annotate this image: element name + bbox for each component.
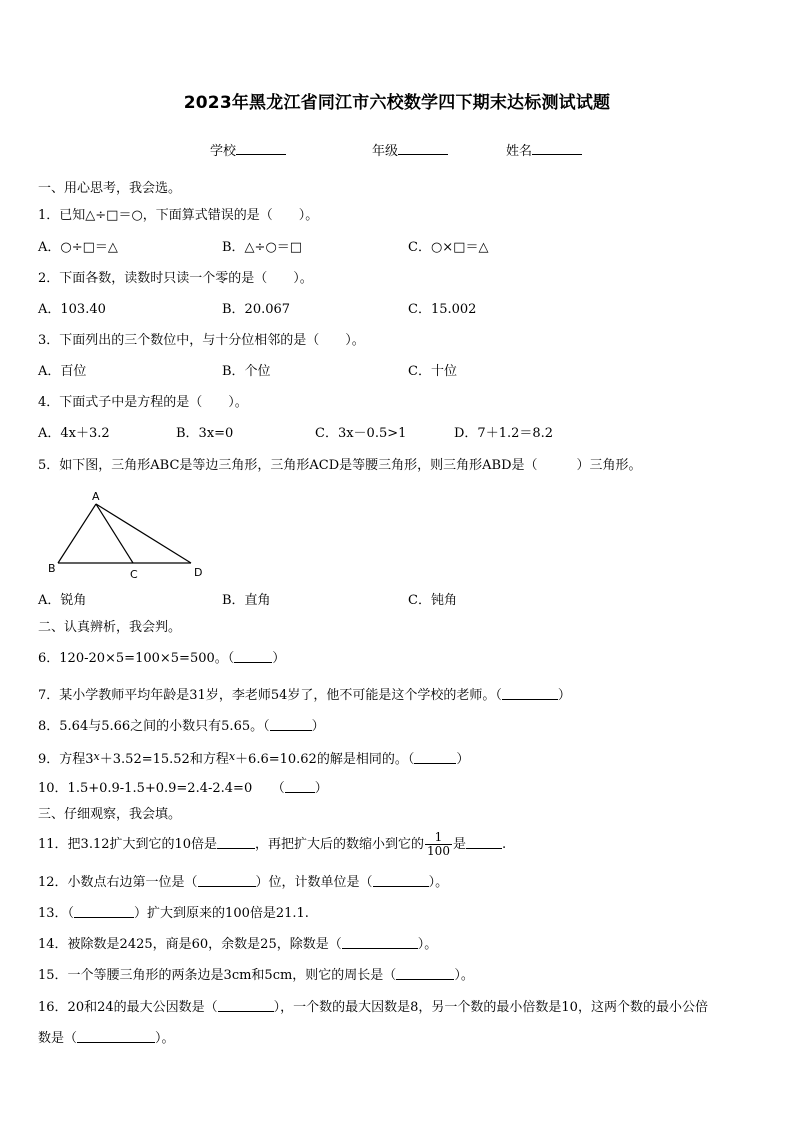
- q11-answer-blank-2[interactable]: [466, 835, 502, 849]
- vertex-label-a: A: [92, 490, 100, 503]
- vertex-label-b: B: [48, 562, 56, 575]
- section-heading-1: 一、用心思考，我会选。: [38, 181, 182, 196]
- question-16-line-2: 数是（ ）。: [38, 1031, 175, 1046]
- question-12: 12．小数点右边第一位是（ ）位，计数单位是（ ）。: [38, 875, 449, 890]
- exam-title: 2023年黑龙江省同江市六校数学四下期末达标测试试题: [183, 93, 611, 113]
- q1-option-c[interactable]: C．○×□＝△: [408, 240, 489, 255]
- q13-answer-blank[interactable]: [74, 904, 134, 918]
- school-field[interactable]: 学校: [210, 140, 286, 159]
- name-field[interactable]: 姓名: [506, 140, 582, 159]
- q1-option-a[interactable]: A．○÷□＝△: [38, 240, 118, 255]
- q1-option-b[interactable]: B．△÷○＝□: [222, 240, 303, 255]
- q12-answer-blank-1[interactable]: [198, 873, 256, 887]
- segment-ac: [96, 504, 133, 563]
- q4-option-d[interactable]: D．7＋1.2＝8.2: [454, 426, 554, 441]
- question-1: 1．已知△÷□＝○，下面算式错误的是（ ）。: [38, 208, 319, 223]
- fraction-one-hundredth: $\frac{1}{100}$: [427, 830, 450, 858]
- q15-answer-blank[interactable]: [396, 966, 454, 980]
- section-heading-2: 二、认真辨析，我会判。: [38, 620, 182, 635]
- q14-answer-blank[interactable]: [342, 935, 418, 949]
- question-16-line-1: 16．20和24的最大公因数是（ ），一个数的最大因数是8，另一个数的最小倍数是10，这两个数的最小公倍: [38, 1000, 708, 1015]
- q4-option-a[interactable]: A．4x＋3.2: [38, 426, 110, 441]
- triangle-figure: [44, 486, 214, 582]
- q16-answer-blank-1[interactable]: [218, 998, 274, 1012]
- q2-option-a[interactable]: A．103.40: [38, 302, 106, 317]
- question-6: 6．120-20×5=100×5=500。（ ）: [38, 651, 286, 666]
- q6-answer-blank[interactable]: [234, 649, 272, 663]
- q9-answer-blank[interactable]: [414, 750, 456, 764]
- question-7: 7．某小学教师平均年龄是31岁，李老师54岁了，他不可能是这个学校的老师。（ ）: [38, 688, 571, 703]
- q3-option-a[interactable]: A．百位: [38, 364, 87, 379]
- q3-option-c[interactable]: C．十位: [408, 364, 457, 379]
- q8-answer-blank[interactable]: [270, 717, 312, 731]
- question-14: 14．被除数是2425，商是60，余数是25，除数是（ ）。: [38, 937, 438, 952]
- section-heading-3: 三、仔细观察，我会填。: [38, 807, 182, 822]
- q5-option-a[interactable]: A．锐角: [38, 593, 87, 608]
- question-11: 11．把3.12扩大到它的10倍是 ，再把扩大后的数缩小到它的 $\frac{1}{100}$ 是 .: [38, 830, 507, 858]
- question-5: 5．如下图，三角形ABC是等边三角形，三角形ACD是等腰三角形，则三角形ABD是（ ）三角形。: [38, 458, 642, 473]
- q10-answer-blank[interactable]: [285, 779, 315, 793]
- vertex-label-c: C: [130, 568, 138, 581]
- question-10: 10．1.5+0.9-1.5+0.9=2.4-2.4=0 （ ）: [38, 781, 328, 796]
- question-3: 3．下面列出的三个数位中，与十分位相邻的是（ ）。: [38, 333, 365, 348]
- grade-field[interactable]: 年级: [372, 140, 448, 159]
- question-4: 4．下面式子中是方程的是（ ）。: [38, 395, 248, 410]
- q7-answer-blank[interactable]: [502, 686, 558, 700]
- vertex-label-d: D: [194, 566, 203, 579]
- question-13: 13．（ ）扩大到原来的100倍是21.1.: [38, 906, 309, 921]
- segment-ad: [96, 504, 191, 563]
- q5-option-b[interactable]: B．直角: [222, 593, 271, 608]
- q16-answer-blank-2[interactable]: [77, 1029, 155, 1043]
- question-2: 2．下面各数，读数时只读一个零的是（ ）。: [38, 271, 313, 286]
- question-8: 8．5.64与5.66之间的小数只有5.65。（ ）: [38, 719, 325, 734]
- q3-option-b[interactable]: B．个位: [222, 364, 271, 379]
- question-15: 15．一个等腰三角形的两条边是3cm和5cm，则它的周长是（ ）。: [38, 968, 474, 983]
- q4-option-c[interactable]: C．3x－0.5>1: [315, 426, 407, 441]
- question-9: 9．方程$3^x+3.52=15.52$和方程$^x$＋6.6=10.62的解是相同的。（ ）: [38, 750, 470, 767]
- q2-option-b[interactable]: B．20.067: [222, 302, 291, 317]
- q11-answer-blank-1[interactable]: [217, 835, 255, 849]
- segment-ab: [58, 504, 96, 563]
- q5-option-c[interactable]: C．钝角: [408, 593, 457, 608]
- q4-option-b[interactable]: B．3x=0: [176, 426, 234, 441]
- q12-answer-blank-2[interactable]: [373, 873, 429, 887]
- q2-option-c[interactable]: C．15.002: [408, 302, 477, 317]
